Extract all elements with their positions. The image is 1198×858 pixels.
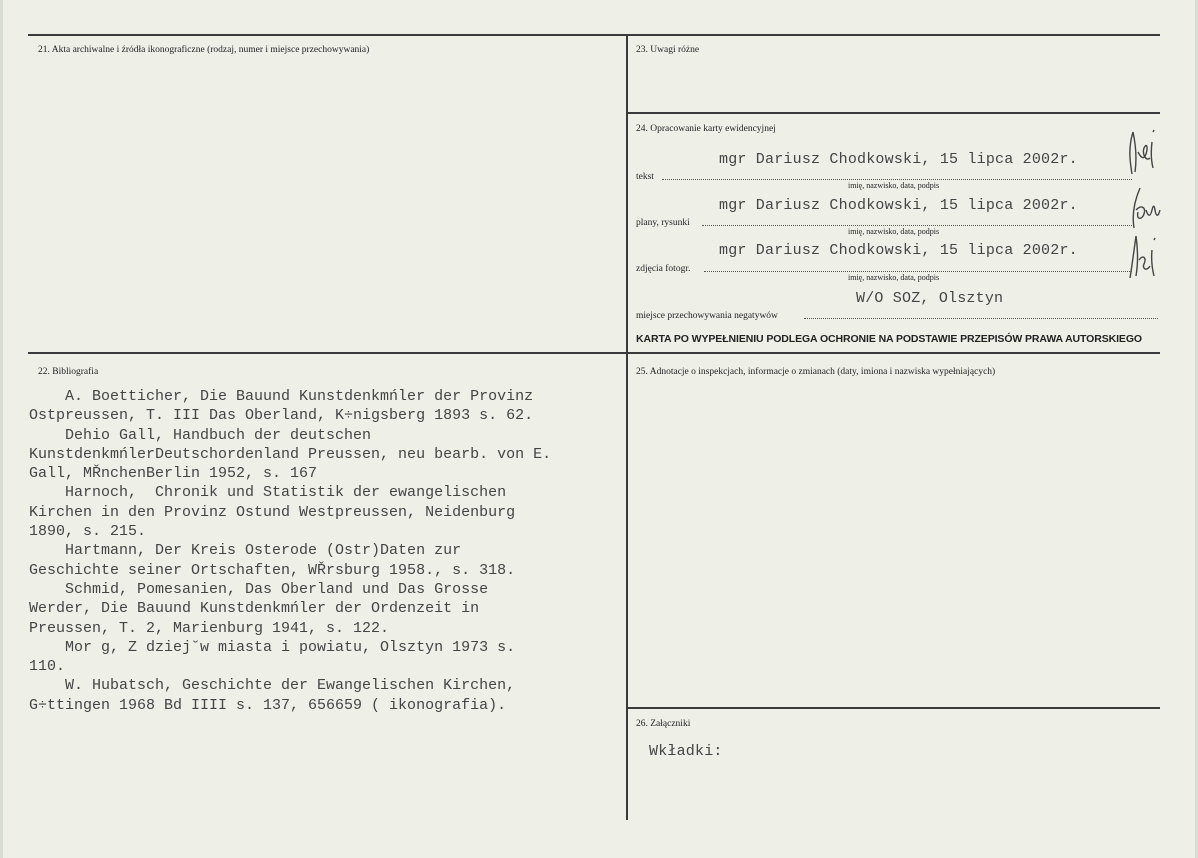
rule-23-24 — [626, 112, 1160, 114]
bibliography-line: Preussen, T. 2, Marienburg 1941, s. 122. — [29, 619, 390, 637]
section-23-label: 23. Uwagi różne — [636, 45, 700, 55]
plans-field-label: plany, rysunki — [636, 218, 690, 228]
center-divider — [626, 34, 628, 820]
plans-value: mgr Dariusz Chodkowski, 15 lipca 2002r. — [719, 197, 1078, 214]
bibliography-line: Werder, Die Bauund Kunstdenkmńler der Ordenzeit in — [29, 600, 480, 618]
top-rule — [28, 34, 1160, 36]
attachments-value: Wkładki: — [649, 743, 723, 760]
author-text-field-label: tekst — [636, 172, 654, 182]
signature-1 — [1124, 118, 1164, 180]
rule-25-26 — [626, 707, 1160, 709]
plans-dotline — [702, 225, 1132, 226]
bibliography-line: Hartmann, Der Kreis Osterode (Ostr)Daten zur — [29, 542, 462, 560]
section-21-label: 21. Akta archiwalne i źródła ikonograficzne (rodzaj, numer i miejsce przechowywania) — [38, 45, 370, 55]
bibliography-text — [29, 387, 619, 715]
bibliography-line: Gall, MŘnchenBerlin 1952, s. 167 — [29, 465, 318, 483]
bibliography-line: 1890, s. 215. — [29, 523, 147, 541]
signature-3 — [1124, 226, 1164, 284]
bibliography-line: Geschichte seiner Ortschaften, WŘrsburg 1958., s. 318. — [29, 561, 516, 579]
copyright-note: KARTA PO WYPEŁNIENIU PODLEGA OCHRONIE NA PODSTAWIE PRZEPISÓW PRAWA AUTORSKIEGO — [636, 333, 1142, 345]
bibliography-line: Dehio Gall, Handbuch der deutschen — [29, 426, 372, 444]
section-25-label: 25. Adnotacje o inspekcjach, informacje o zmianach (daty, imiona i nazwiska wypełniających) — [636, 367, 996, 377]
author-text-dotline — [662, 179, 1132, 180]
bibliography-line: Kirchen in den Provinz Ostund Westpreussen, Neidenburg — [29, 503, 516, 521]
section-22-label: 22. Bibliografia — [38, 367, 99, 377]
photos-hint: imię, nazwisko, data, podpis — [848, 273, 940, 282]
bibliography-line: Schmid, Pomesanien, Das Oberland und Das Grosse — [29, 580, 489, 598]
middle-rule — [28, 352, 1160, 354]
bibliography-line: Mor g, Z dziej˘w miasta i powiatu, Olsztyn 1973 s. — [29, 638, 516, 656]
negatives-value: W/O SOZ, Olsztyn — [856, 290, 1004, 307]
photos-dotline — [704, 271, 1132, 272]
page-edge-left — [0, 0, 3, 858]
bibliography-line: Harnoch, Chronik und Statistik der ewangelischen — [29, 484, 507, 502]
bibliography-line: G÷ttingen 1968 Bd IIII s. 137, 656659 ( ikonografia). — [29, 696, 507, 714]
section-26-label: 26. Załączniki — [636, 719, 691, 729]
bibliography-line: W. Hubatsch, Geschichte der Ewangelischen Kirchen, — [29, 677, 516, 695]
photos-field-label: zdjęcia fotogr. — [636, 264, 691, 274]
section-24-label: 24. Opracowanie karty ewidencyjnej — [636, 124, 776, 134]
plans-hint: imię, nazwisko, data, podpis — [848, 227, 940, 236]
author-text-hint: imię, nazwisko, data, podpis — [848, 181, 940, 190]
bibliography-line: KunstdenkmńlerDeutschordenland Preussen, neu bearb. von E. — [29, 445, 552, 463]
bibliography-line: Ostpreussen, T. III Das Oberland, K÷nigsberg 1893 s. 62. — [29, 407, 534, 425]
photos-value: mgr Dariusz Chodkowski, 15 lipca 2002r. — [719, 242, 1078, 259]
negatives-field-label: miejsce przechowywania negatywów — [636, 311, 778, 321]
bibliography-line: 110. — [29, 658, 66, 676]
author-text-value: mgr Dariusz Chodkowski, 15 lipca 2002r. — [719, 151, 1078, 168]
negatives-dotline — [804, 318, 1158, 319]
bibliography-line: A. Boetticher, Die Bauund Kunstdenkmńler der Provinz — [29, 388, 534, 405]
